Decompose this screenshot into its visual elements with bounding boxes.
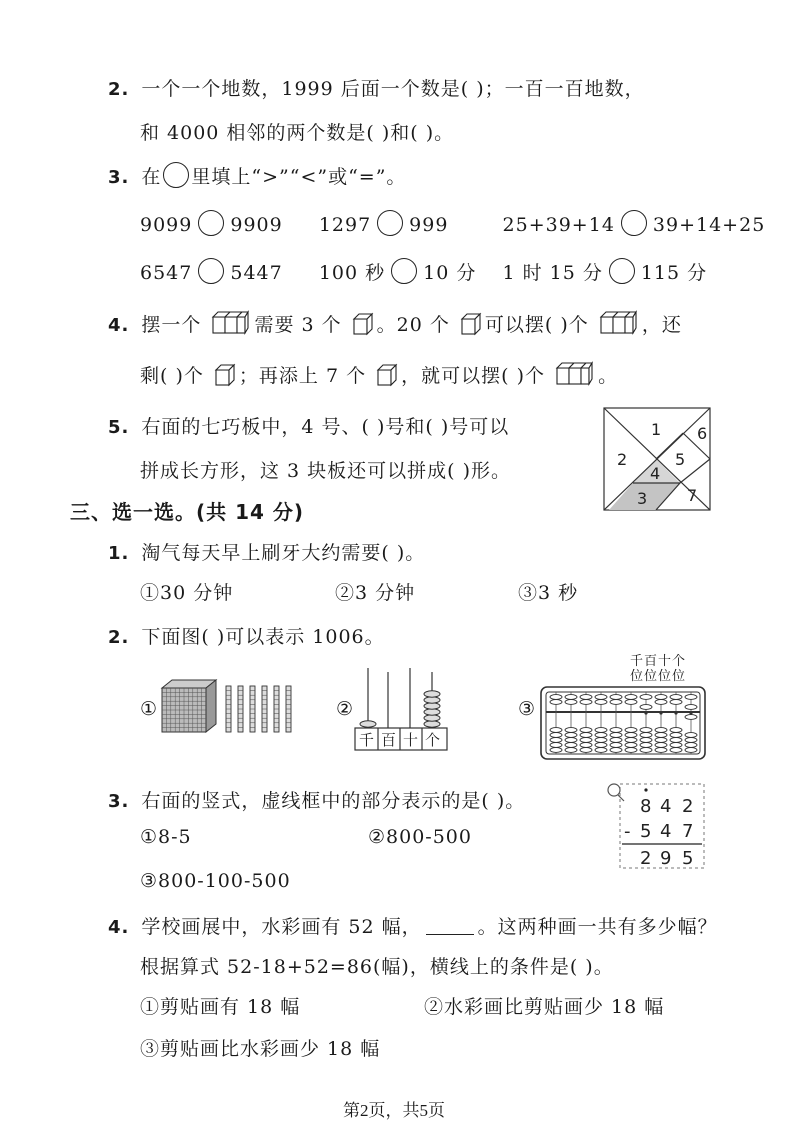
tangram-figure: [603, 407, 711, 511]
page-footer: 第2页，共5页: [343, 1101, 445, 1120]
cube-icon: [376, 362, 398, 388]
c2-option-1-label[interactable]: ①: [140, 698, 159, 720]
q4-line1: [108, 309, 682, 337]
q3-r2-a: 6547: [140, 262, 193, 284]
big-abacus-header-row2: 位位位位: [630, 669, 687, 684]
q4-l1a: 摆一个: [141, 314, 202, 336]
minuend-digit-1: 8: [640, 796, 652, 817]
tangram-label-2: 2: [617, 450, 628, 469]
q3-r1-f: 39+14+25: [652, 214, 766, 236]
c2-number: 2.: [108, 627, 130, 648]
q3-r2-c: 100 秒: [318, 262, 386, 284]
q3-row1: [140, 210, 765, 236]
tangram-label-7: 7: [687, 486, 698, 505]
c2-option-2-label[interactable]: ②: [336, 698, 355, 720]
minuend-digit-3: 2: [682, 796, 694, 817]
answer-circle[interactable]: [198, 258, 224, 284]
q4-l2b: ；再添上 7 个: [238, 365, 367, 387]
minus-sign: -: [624, 821, 631, 842]
cube-icon: [460, 311, 482, 337]
minuend-digit-2: 4: [660, 796, 672, 817]
three-cubes-icon: [211, 309, 251, 337]
q3-title-a: 在: [141, 166, 162, 188]
c3-option-1[interactable]: ①8-5: [140, 826, 192, 848]
subtrahend-digit-1: 5: [640, 821, 652, 842]
q4-l1c: 。20 个: [376, 314, 450, 336]
q5-text1: 右面的七巧板中，4 号、( )号和( )号可以: [141, 416, 510, 438]
c1-number: 1.: [108, 543, 130, 564]
c4-option-3[interactable]: ③剪贴画比水彩画少 18 幅: [140, 1038, 381, 1060]
cube-icon: [214, 362, 236, 388]
result-digit-1: 2: [640, 848, 652, 869]
tangram-label-1: 1: [651, 420, 662, 439]
c3-option-3[interactable]: ③800-100-500: [140, 870, 291, 892]
q3-r2-e: 1 时 15 分: [502, 262, 603, 284]
abacus-label-one: 个: [425, 731, 441, 749]
q4-l1b: 需要 3 个: [254, 314, 342, 336]
big-abacus-header: [630, 654, 686, 684]
q2-line2: 和 4000 相邻的两个数是( )和( )。: [140, 122, 455, 144]
bead-abacus-figure: [540, 686, 706, 760]
c4-option-2[interactable]: ②水彩画比剪贴画少 18 幅: [424, 996, 665, 1018]
cube-icon: [352, 311, 374, 337]
c4-text1b: 。这两种画一共有多少幅？: [477, 916, 718, 938]
result-digit-2: 9: [660, 848, 672, 869]
c1-option-2[interactable]: ②3 分钟: [335, 582, 416, 604]
thousand-cube-and-rods-figure: [160, 678, 310, 738]
c1-text: 淘气每天早上刷牙大约需要( )。: [141, 542, 426, 564]
vertical-subtraction-figure: [602, 780, 706, 872]
c4-number: 4.: [108, 917, 130, 938]
result-digit-3: 5: [682, 848, 694, 869]
c2-option-3-label[interactable]: ③: [518, 698, 537, 720]
c3-stem: [108, 786, 525, 813]
q2-number: 2.: [108, 79, 130, 100]
subtrahend-digit-3: 7: [682, 821, 694, 842]
q3-r1-a: 9099: [140, 214, 193, 236]
c1-option-1[interactable]: ①30 分钟: [140, 582, 234, 604]
three-cubes-icon: [555, 360, 595, 388]
q3-r1-b: 9909: [230, 214, 283, 236]
three-cubes-icon: [599, 309, 639, 337]
section-title: 三、选一选。(共 14 分): [70, 500, 305, 524]
c3-number: 3.: [108, 791, 130, 812]
q4-l2a: 剩( )个: [140, 365, 204, 387]
answer-circle[interactable]: [391, 258, 417, 284]
q4-l2c: ，就可以摆( )个: [401, 365, 546, 387]
q5-number: 5.: [108, 417, 130, 438]
c1-stem: [108, 538, 425, 565]
q4-line2: [140, 360, 618, 388]
c3-option-2[interactable]: ②800-500: [368, 826, 472, 848]
c4-line2: 根据算式 52-18+52=86(幅)，横线上的条件是( )。: [140, 956, 614, 978]
q3-r2-b: 5447: [230, 262, 283, 284]
compare-circle-icon: [163, 162, 189, 188]
answer-circle[interactable]: [198, 210, 224, 236]
q4-l1e: ，还: [641, 314, 682, 336]
q2-text1: 一个一个地数，1999 后面一个数是( )；一百一百地数，: [141, 78, 645, 100]
magnifier-icon: [608, 784, 624, 801]
abacus-label-hundred: 百: [381, 731, 397, 749]
q2-line1: [108, 74, 645, 101]
q4-l2d: 。: [598, 365, 619, 387]
q3-r1-d: 999: [409, 214, 449, 236]
tangram-label-6: 6: [697, 424, 708, 443]
big-abacus-header-row1: 千百十个: [630, 654, 687, 669]
c2-stem: [108, 622, 385, 649]
c4-blank-line[interactable]: [426, 916, 474, 935]
q3-r1-e: 25+39+14: [502, 214, 615, 236]
q4-number: 4.: [108, 315, 130, 336]
subtrahend-digit-2: 4: [660, 821, 672, 842]
q3-row2: [140, 258, 707, 285]
q4-l1d: 可以摆( )个: [484, 314, 589, 336]
counting-abacus-figure: [354, 664, 448, 752]
q3-title-b: 里填上“>”“<”或“=”。: [191, 166, 407, 188]
tangram-label-3: 3: [637, 489, 648, 508]
q3-r2-f: 115 分: [640, 262, 708, 284]
q3-r2-d: 10 分: [423, 262, 477, 284]
abacus-label-ten: 十: [403, 731, 419, 749]
q3-r1-c: 1297: [318, 214, 372, 236]
q3-number: 3.: [108, 167, 130, 188]
c4-text1a: 学校画展中，水彩画有 52 幅，: [141, 916, 422, 938]
answer-circle[interactable]: [377, 210, 403, 236]
abacus-label-thousand: 千: [359, 731, 375, 749]
c2-text: 下面图( )可以表示 1006。: [141, 626, 385, 648]
answer-circle[interactable]: [609, 258, 635, 284]
answer-circle[interactable]: [621, 210, 647, 236]
tangram-label-4: 4: [650, 464, 661, 483]
c3-text: 右面的竖式，虚线框中的部分表示的是( )。: [141, 790, 526, 812]
c1-option-3[interactable]: ③3 秒: [518, 582, 579, 604]
q3-title: [108, 162, 406, 189]
q5-line1: [108, 412, 509, 439]
c4-option-1[interactable]: ①剪贴画有 18 幅: [140, 996, 301, 1018]
tangram-label-5: 5: [675, 450, 686, 469]
c4-line1: [108, 912, 718, 939]
q5-line2: 拼成长方形，这 3 块板还可以拼成( )形。: [140, 460, 512, 482]
